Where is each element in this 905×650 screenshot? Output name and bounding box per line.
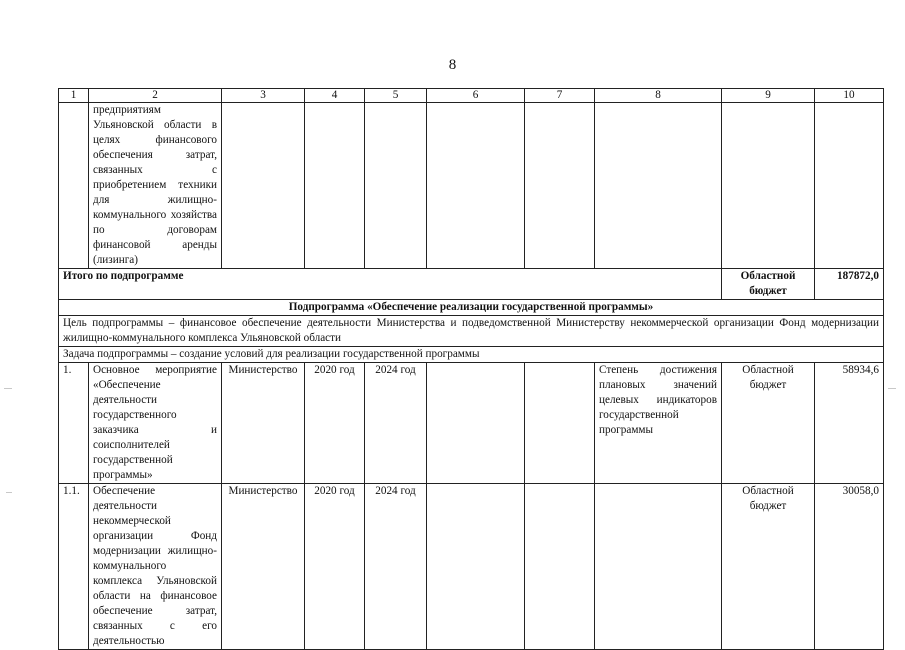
amount-cell: 58934,6 bbox=[815, 363, 884, 484]
column-header: 4 bbox=[305, 89, 365, 103]
column-header: 5 bbox=[365, 89, 427, 103]
table-cell bbox=[595, 103, 722, 269]
table-cell bbox=[305, 103, 365, 269]
executor-cell: Министерство bbox=[222, 484, 305, 650]
table-cell bbox=[525, 484, 595, 650]
total-label: Итого по подпрограмме bbox=[59, 269, 722, 300]
subprogram-title-row bbox=[59, 300, 884, 316]
measure-name-cell: Основное мероприятие «Обеспечение деятельности государственного заказчика и соисполнителей государственной программы» bbox=[89, 363, 222, 484]
subprogram-goal: Цель подпрограммы – финансовое обеспечение деятельности Министерства и подведомственной Министерству некоммерческой организации Фонд модернизации жилищно-коммунального комплекса Ульяновской области bbox=[59, 316, 884, 347]
table-row bbox=[59, 363, 884, 484]
table-cell bbox=[722, 103, 815, 269]
table-cell bbox=[427, 484, 525, 650]
measure-name-cell: Обеспечение деятельности некоммерческой организации Фонд модернизации жилищно-коммунального комплекса Ульяновской области на финансовое обеспечение затрат, связанных с его деятельностью bbox=[89, 484, 222, 650]
executor-cell: Министерство bbox=[222, 363, 305, 484]
subprogram-task: Задача подпрограммы – создание условий для реализации государственной программы bbox=[59, 347, 884, 363]
table-row bbox=[59, 484, 884, 650]
column-header: 7 bbox=[525, 89, 595, 103]
subprogram-task-row bbox=[59, 347, 884, 363]
subprogram-title: Подпрограмма «Обеспечение реализации государственной программы» bbox=[59, 300, 884, 316]
row-number: 1. bbox=[59, 363, 89, 484]
table-cell bbox=[427, 103, 525, 269]
start-year-cell: 2020 год bbox=[305, 363, 365, 484]
end-year-cell: 2024 год bbox=[365, 363, 427, 484]
subprogram-goal-row bbox=[59, 316, 884, 347]
funding-source-cell: Областной бюджет bbox=[722, 363, 815, 484]
measure-name-cell: предприятиям Ульяновской области в целях финансового обеспечения затрат, связанных с приобретением техники для жилищно-коммунального хозяйства по договорам финансовой аренды (лизинга) bbox=[89, 103, 222, 269]
page-number: 8 bbox=[448, 57, 457, 73]
row-number: 1.1. bbox=[59, 484, 89, 650]
indicator-cell: Степень достижения плановых значений целевых индикаторов государственной программы bbox=[595, 363, 722, 484]
amount-cell: 30058,0 bbox=[815, 484, 884, 650]
total-amount: 187872,0 bbox=[815, 269, 884, 300]
column-header: 8 bbox=[595, 89, 722, 103]
end-year-cell: 2024 год bbox=[365, 484, 427, 650]
table-cell bbox=[525, 103, 595, 269]
table-cell bbox=[427, 363, 525, 484]
column-header: 10 bbox=[815, 89, 884, 103]
column-header: 6 bbox=[427, 89, 525, 103]
total-source: Областной бюджет bbox=[722, 269, 815, 300]
column-header: 2 bbox=[89, 89, 222, 103]
table-cell bbox=[525, 363, 595, 484]
table-cell bbox=[222, 103, 305, 269]
column-number-row bbox=[59, 89, 884, 103]
indicator-cell bbox=[595, 484, 722, 650]
funding-source-cell: Областной бюджет bbox=[722, 484, 815, 650]
continuation-row bbox=[59, 103, 884, 269]
table-cell bbox=[59, 103, 89, 269]
column-header: 9 bbox=[722, 89, 815, 103]
table-cell bbox=[815, 103, 884, 269]
start-year-cell: 2020 год bbox=[305, 484, 365, 650]
subprogram-total-row bbox=[59, 269, 884, 300]
program-table bbox=[58, 88, 884, 650]
column-header: 1 bbox=[59, 89, 89, 103]
table-cell bbox=[365, 103, 427, 269]
column-header: 3 bbox=[222, 89, 305, 103]
